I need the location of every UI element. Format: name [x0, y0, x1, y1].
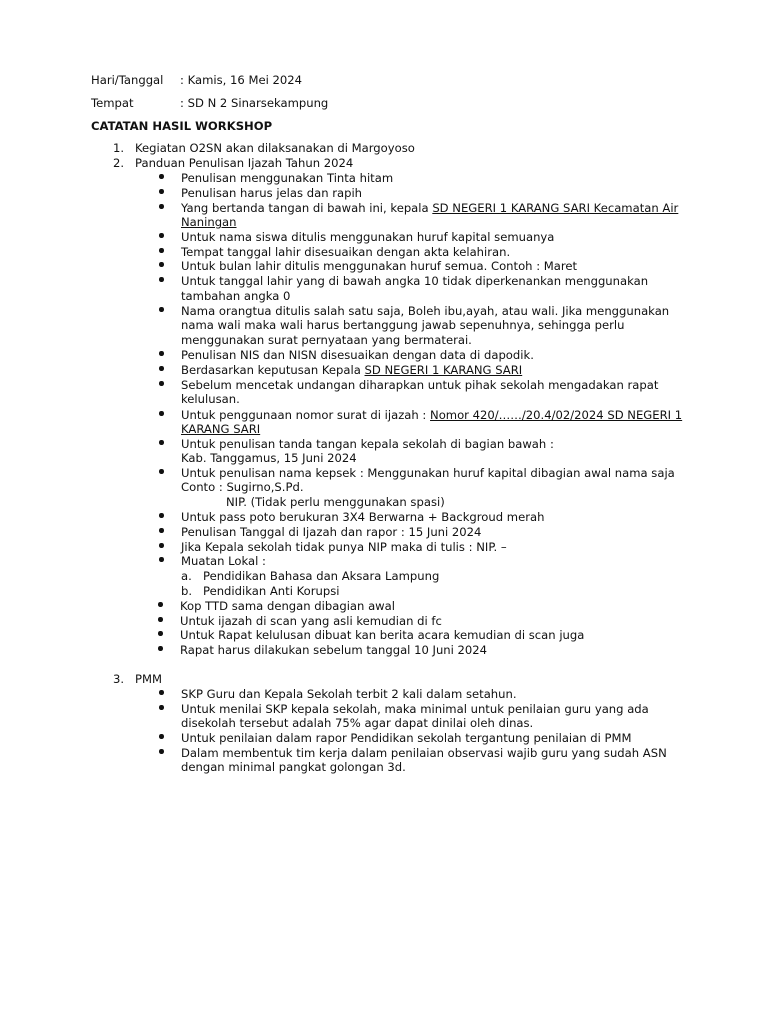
bullet-icon: [159, 411, 164, 416]
bullet-text: Dalam membentuk tim kerja dalam penilaian observasi wajib guru yang sudah ASN: [181, 746, 667, 760]
bullet-text: [181, 363, 522, 377]
bullet-text: Untuk tanggal lahir yang di bawah angka 10 tidak diperkenankan menggunakan: [181, 274, 649, 288]
bullet-text: SKP Guru dan Kepala Sekolah terbit 2 kali dalam setahun.: [181, 687, 517, 701]
bullet-text-cont: Kab. Tanggamus, 15 Juni 2024: [181, 451, 357, 465]
bullet-text-cont: menggunakan surat pernyataan yang bermaterai.: [181, 333, 472, 347]
school-name: SD NEGERI 1 KARANG SARI: [364, 363, 523, 377]
bullet-text-cont: Naningan: [181, 215, 237, 229]
bullet-text: Untuk penilaian dalam rapor Pendidikan sekolah tergantung penilaian di PMM: [181, 731, 632, 745]
bullet-icon: [158, 646, 163, 651]
bullet-text-cont: Conto : Sugirno,S.Pd.: [181, 480, 304, 494]
bullet-text: Untuk menilai SKP kepala sekolah, maka minimal untuk penilaian guru yang ada: [181, 702, 649, 716]
bullet-icon: [159, 248, 164, 253]
bullet-text: [181, 201, 678, 215]
bullet-icon: [159, 557, 164, 562]
bullet-icon: [159, 690, 164, 695]
bullet-icon: [158, 631, 163, 636]
sublist-letter: a.: [181, 569, 192, 583]
bullet-icon: [159, 528, 164, 533]
bullet-text: Untuk penulisan tanda tangan kepala sekolah di bagian bawah :: [181, 437, 554, 451]
bullet-text: Penulisan NIS dan NISN disesuaikan dengan data di dapodik.: [181, 348, 534, 362]
list-number: 3.: [113, 672, 125, 686]
list-number: 2.: [113, 156, 125, 170]
bullet-text-cont: tambahan angka 0: [181, 289, 291, 303]
bullet-text: Sebelum mencetak undangan diharapkan untuk pihak sekolah mengadakan rapat: [181, 378, 659, 392]
bullet-icon: [159, 307, 164, 312]
bullet-text: Untuk penulisan nama kepsek : Menggunakan huruf kapital dibagian awal nama saja: [181, 466, 675, 480]
letter-number: Nomor 420/……/20.4/02/2024 SD NEGERI 1: [430, 408, 683, 422]
bullet-text-cont: nama wali maka wali harus bertanggung jawab sepenuhnya, sehingga perlu: [181, 318, 625, 332]
list-item: Panduan Penulisan Ijazah Tahun 2024: [135, 156, 354, 170]
bullet-icon: [159, 233, 164, 238]
bullet-icon: [159, 381, 164, 386]
bullet-text: Penulisan harus jelas dan rapih: [181, 186, 363, 200]
bullet-icon: [159, 366, 164, 371]
bullet-text: Kop TTD sama dengan dibagian awal: [180, 599, 395, 613]
bullet-text-part: Yang bertanda tangan di bawah ini, kepala: [181, 201, 433, 215]
bullet-text-cont: NIP. (Tidak perlu menggunakan spasi): [226, 495, 445, 509]
bullet-icon: [159, 174, 164, 179]
date-value: : Kamis, 16 Mei 2024: [180, 73, 303, 87]
bullet-icon: [159, 543, 164, 548]
list-item: PMM: [135, 672, 162, 686]
bullet-icon: [159, 734, 164, 739]
bullet-text: Untuk pass poto berukuran 3X4 Berwarna + Backgroud merah: [181, 510, 545, 524]
bullet-text: Penulisan menggunakan Tinta hitam: [181, 171, 394, 185]
bullet-text: Untuk bulan lahir ditulis menggunakan huruf semua. Contoh : Maret: [181, 259, 578, 273]
bullet-text: Rapat harus dilakukan sebelum tanggal 10 Juni 2024: [180, 643, 488, 657]
bullet-text: Nama orangtua ditulis salah satu saja, Boleh ibu,ayah, atau wali. Jika menggunakan: [181, 304, 670, 318]
bullet-text-cont: KARANG SARI: [181, 422, 261, 436]
bullet-icon: [159, 277, 164, 282]
bullet-icon: [158, 602, 163, 607]
bullet-icon: [159, 189, 164, 194]
bullet-text: Tempat tanggal lahir disesuaikan dengan akta kelahiran.: [181, 245, 511, 259]
bullet-text: Muatan Lokal :: [181, 554, 266, 568]
bullet-text-part: Berdasarkan keputusan Kepala: [181, 363, 365, 377]
bullet-text: [181, 408, 682, 422]
place-label: Tempat: [91, 96, 134, 110]
bullet-icon: [159, 749, 164, 754]
sublist-letter: b.: [181, 584, 193, 598]
list-number: 1.: [113, 141, 125, 155]
bullet-text-cont: dengan minimal pangkat golongan 3d.: [181, 760, 406, 774]
bullet-text-part: Untuk penggunaan nomor surat di ijazah :: [181, 408, 431, 422]
bullet-icon: [159, 440, 164, 445]
bullet-text: Jika Kepala sekolah tidak punya NIP maka di tulis : NIP. –: [181, 540, 507, 554]
bullet-text: Penulisan Tanggal di Ijazah dan rapor : 15 Juni 2024: [181, 525, 482, 539]
bullet-text: Untuk ijazah di scan yang asli kemudian di fc: [180, 614, 442, 628]
bullet-text: Untuk Rapat kelulusan dibuat kan berita acara kemudian di scan juga: [180, 628, 585, 642]
sublist-item: Pendidikan Anti Korupsi: [203, 584, 340, 598]
bullet-text-cont: disekolah tersebut adalah 75% agar dapat dinilai oleh dinas.: [181, 716, 534, 730]
sublist-item: Pendidikan Bahasa dan Aksara Lampung: [203, 569, 440, 583]
bullet-icon: [159, 469, 164, 474]
school-name: SD NEGERI 1 KARANG SARI Kecamatan Air: [432, 201, 679, 215]
bullet-icon: [159, 351, 164, 356]
bullet-icon: [159, 204, 164, 209]
bullet-text-cont: kelulusan.: [181, 392, 240, 406]
bullet-icon: [158, 617, 163, 622]
document-title: CATATAN HASIL WORKSHOP: [91, 119, 273, 133]
bullet-icon: [159, 513, 164, 518]
bullet-icon: [159, 262, 164, 267]
place-value: : SD N 2 Sinarsekampung: [180, 96, 329, 110]
bullet-text: Untuk nama siswa ditulis menggunakan huruf kapital semuanya: [181, 230, 555, 244]
list-item: Kegiatan O2SN akan dilaksanakan di Margoyoso: [135, 141, 415, 155]
bullet-icon: [159, 705, 164, 710]
date-label: Hari/Tanggal: [91, 73, 164, 87]
